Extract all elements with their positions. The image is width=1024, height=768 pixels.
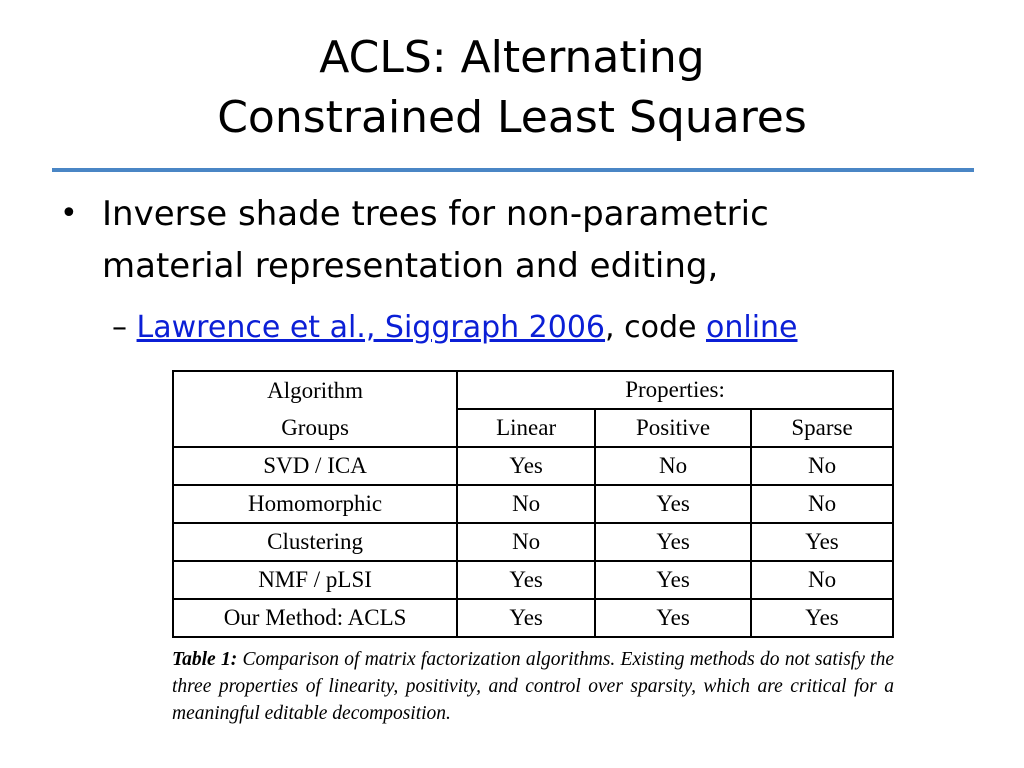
row-group: NMF / pLSI [173,561,457,599]
cell-sparse: No [751,485,893,523]
header-sparse: Sparse [751,409,893,447]
header-algorithm: Algorithm [173,371,457,409]
header-groups: Groups [173,409,457,447]
cell-sparse: Yes [751,523,893,561]
cell-linear: No [457,485,595,523]
caption-label: Table 1: [172,649,238,670]
title-divider [52,168,974,172]
cell-positive: Yes [595,523,751,561]
table-caption [172,646,894,727]
table-row [173,447,893,485]
bullet-text-line-2: material representation and editing, [102,246,719,286]
table-header-row-1 [173,371,893,409]
bullet-icon: • [60,196,78,231]
cell-linear: Yes [457,561,595,599]
cell-positive: Yes [595,485,751,523]
cell-sparse: No [751,447,893,485]
cell-positive: Yes [595,599,751,637]
row-group: SVD / ICA [173,447,457,485]
table-row [173,561,893,599]
header-properties: Properties: [457,371,893,409]
cell-linear: Yes [457,447,595,485]
sub-bullet-dash: – [112,310,127,345]
table-row [173,523,893,561]
comparison-table-figure [172,370,896,727]
cell-positive: Yes [595,561,751,599]
row-group: Clustering [173,523,457,561]
cell-linear: Yes [457,599,595,637]
title-line-2: Constrained Least Squares [217,92,807,143]
table-header-row-2 [173,409,893,447]
cell-linear: No [457,523,595,561]
caption-text: Comparison of matrix factorization algorithms. Existing methods do not satisfy the three properties of linearity, positivity, and control over sparsity, which are critical for a meaningful editable decomposition. [172,649,894,724]
sub-bullet-middle-text: , code [605,310,706,345]
header-positive: Positive [595,409,751,447]
bullet-text-line-1: Inverse shade trees for non-parametric [102,194,769,234]
code-online-link[interactable]: online [706,310,798,345]
row-group: Homomorphic [173,485,457,523]
row-group: Our Method: ACLS [173,599,457,637]
paper-link[interactable]: Lawrence et al., Siggraph 2006 [136,310,606,345]
table-row [173,485,893,523]
sub-bullet-item [112,306,798,350]
slide-title [0,28,1024,148]
cell-positive: No [595,447,751,485]
cell-sparse: Yes [751,599,893,637]
table-row [173,599,893,637]
bullet-item [60,188,940,292]
header-linear: Linear [457,409,595,447]
cell-sparse: No [751,561,893,599]
comparison-table [172,370,894,638]
title-line-1: ACLS: Alternating [319,32,705,83]
